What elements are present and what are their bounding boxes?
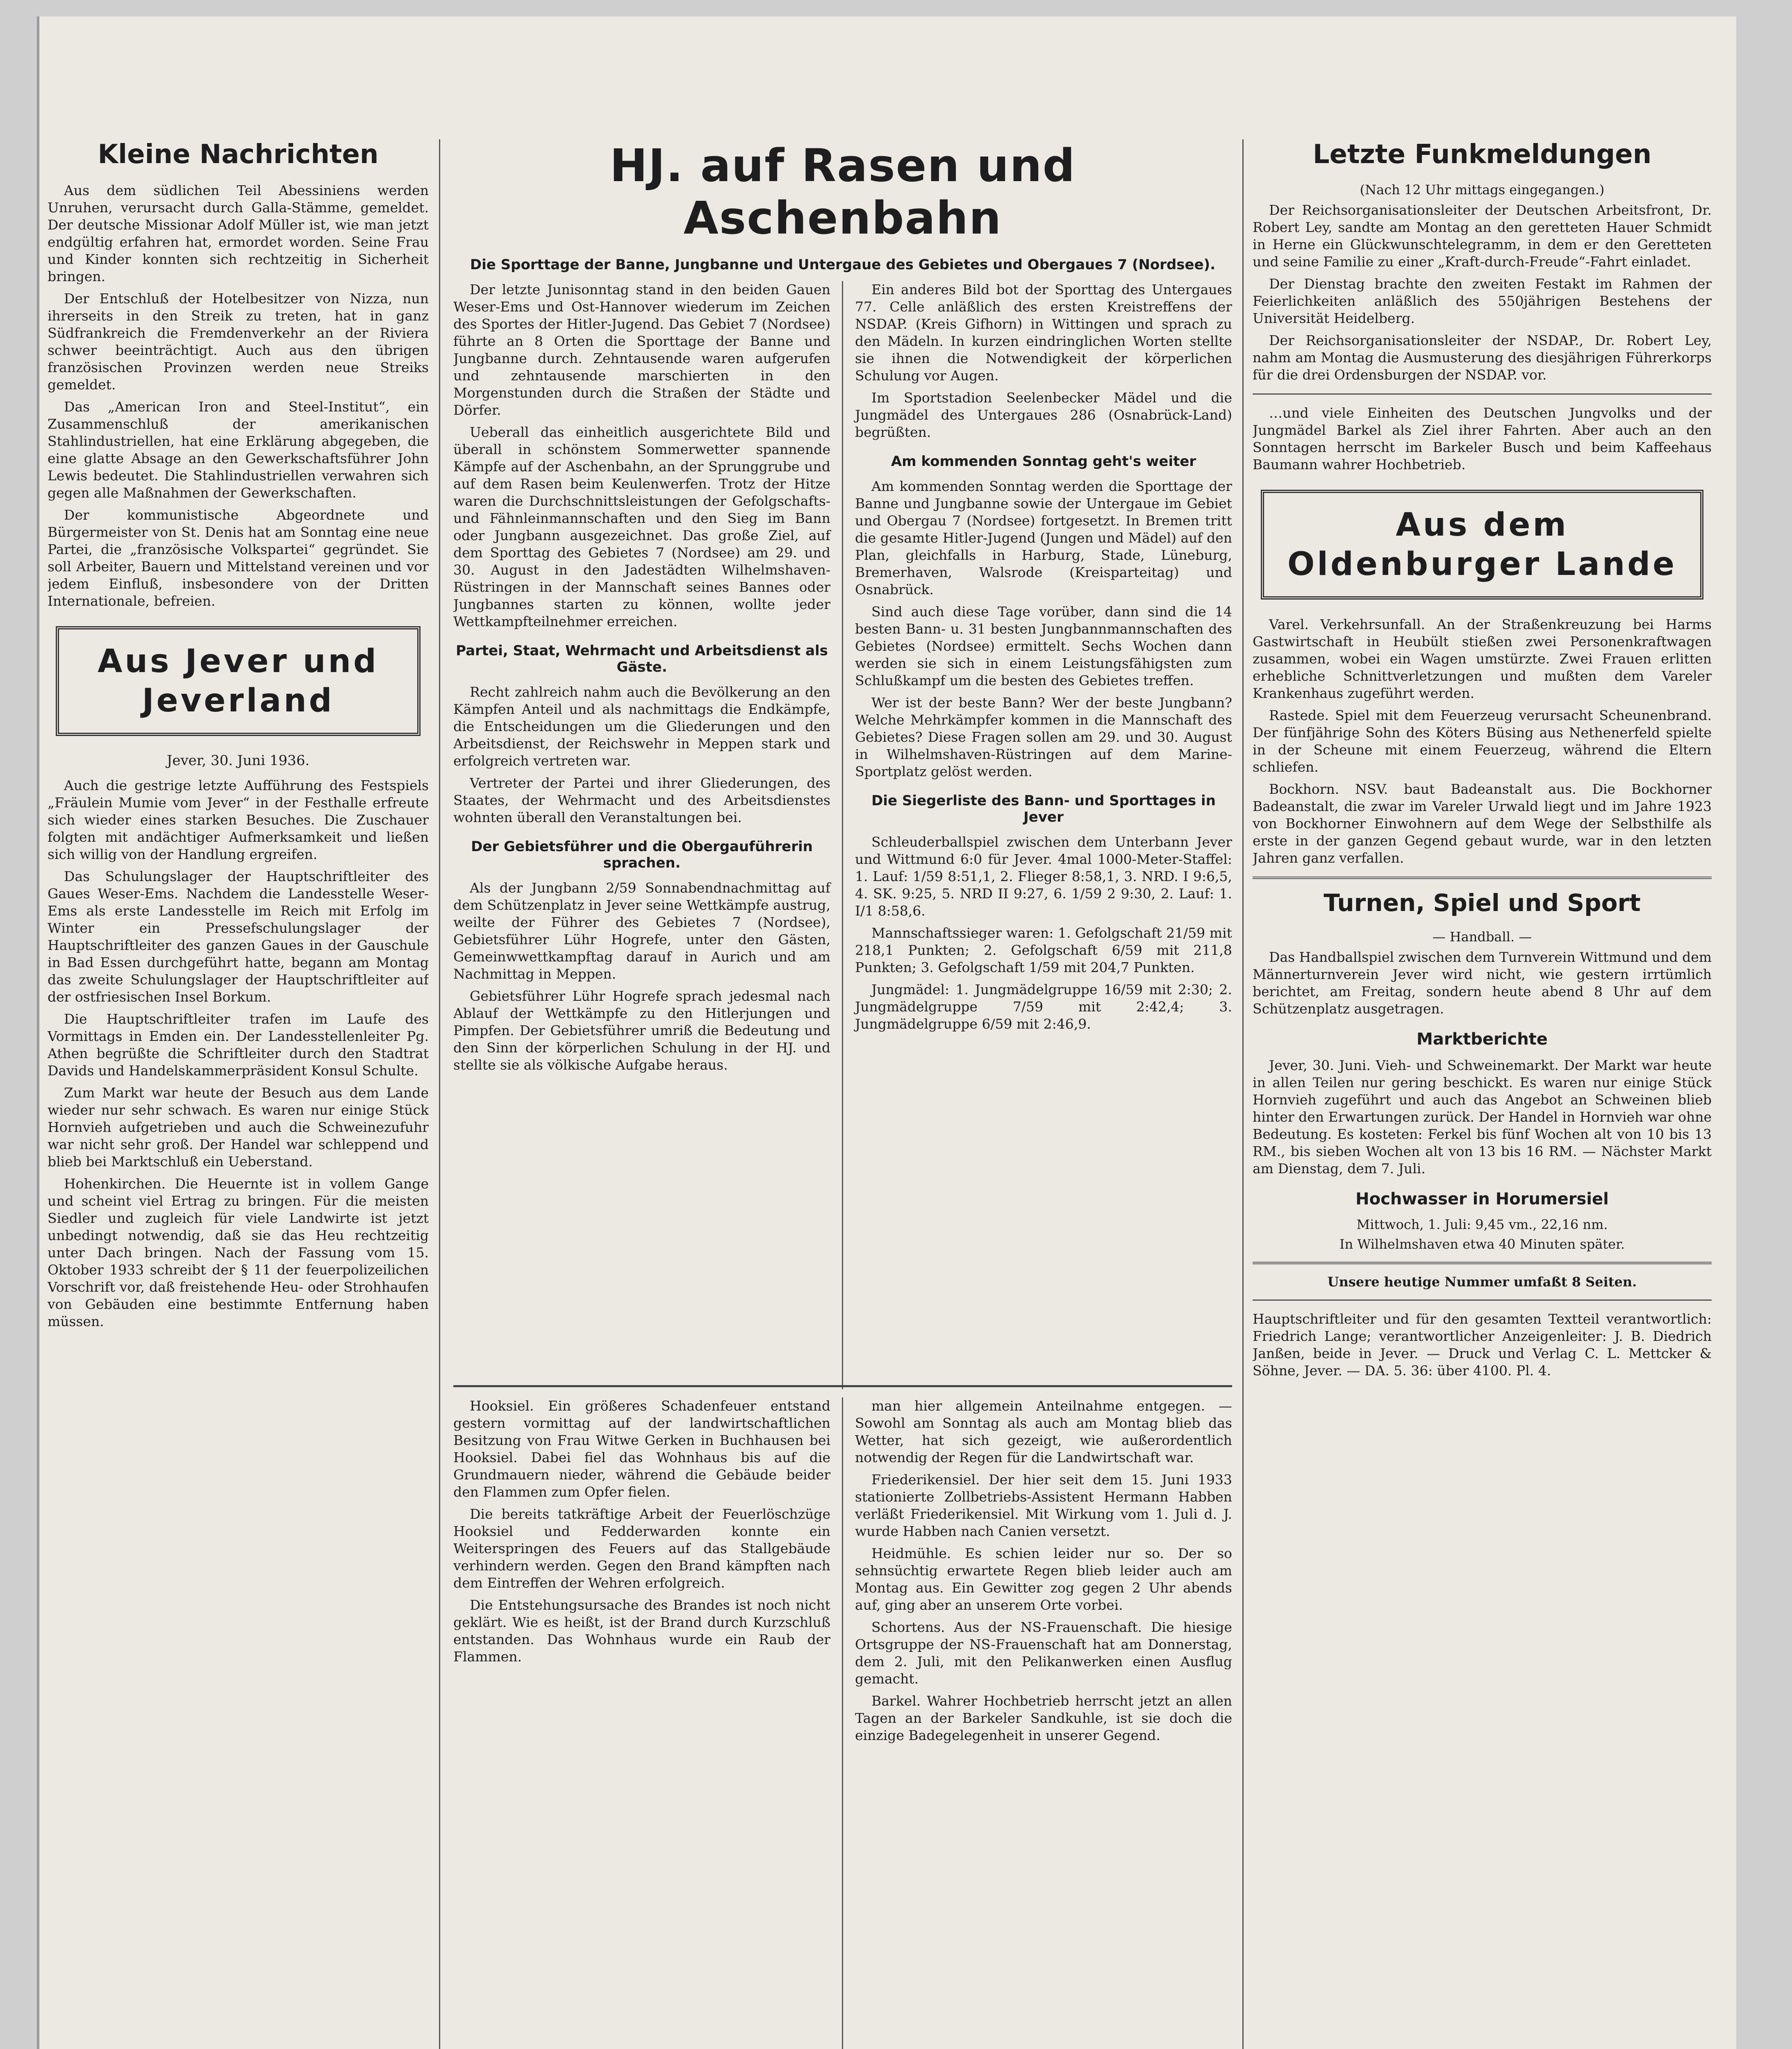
article-paragraph: Als der Jungbann 2/59 Sonnabendnachmittag auf dem Schützenplatz in Jever seine Wettkämpfe austrug, weilte der Führer des Gebietes 7 (Nordsee), Gebietsführer Lühr Hogrefe, unter den Gästen, Gemeinwwettkampftag darauf in Aurich und am Nachmittag in Meppen. xyxy=(453,880,830,982)
article-paragraph: Hooksiel. Ein größeres Schadenfeuer entstand gestern vormittag auf der landwirtschaftlichen Besitzung von Frau Witwe Gerken in Buchhausen bei Hooksiel. Dabei fiel das Wohnhaus bis auf die Grundmauern nieder, während die Gebäude beider den Flammen zum Opfer fielen. xyxy=(453,1398,830,1500)
sport-subheading: — Handball. — xyxy=(1432,929,1532,945)
column-divider xyxy=(842,1397,843,2049)
column-divider xyxy=(1242,139,1244,2049)
article-paragraph: Ueberall das einheitlich ausgerichtete Bild und überall in schönstem Sommerwetter spannende Kämpfe auf der Aschenbahn, an der Sprunggrube und auf dem Rasen beim Keulenwerfen. Trotz der Hitze waren die Durchschnittsleistungen der Gefolgschafts- und Fähnleinmannschaften und den Sieg im Bann oder Jungbann ausgezeichnet. Das große Ziel, auf dem Sporttag des Gebietes 7 (Nordsee) am 29. und 30. August in den Jadestädten Wilhelmshaven-Rüstringen in der Mannschaft seines Bannes oder Jungbannes starten zu können, wollte jeder Wettkampfteilnehmer erreichen. xyxy=(453,424,830,629)
article-paragraph: Rastede. Spiel mit dem Feuerzeug verursacht Scheunenbrand. Der fünfjährige Sohn des Köters Büsing aus Nethenerfeld spielte in der Scheune mit einem Feuerzeug, während die Eltern schliefen. xyxy=(1253,707,1712,775)
subheading: Partei, Staat, Wehrmacht und Arbeitsdienst als Gäste. xyxy=(456,643,828,675)
article-paragraph: Der Reichsorganisationsleiter der Deutschen Arbeitsfront, Dr. Robert Ley, sandte am Montag an den geretteten Hauer Schmidt in Herne ein Glückwunschtelegramm, in dem er den Geretteten und seine Familie zu einer „Kraft-durch-Freude“-Fahrt einladet. xyxy=(1253,202,1712,270)
divider xyxy=(1253,877,1712,879)
article-paragraph: Aus dem südlichen Teil Abessiniens werden Unruhen, verursacht durch Galla-Stämme, gemeldet. Der deutsche Missionar Adolf Müller ist, wie man jetzt endgültig erfahren hat, ermordet worden. Seine Frau und Kinder konnten sich rechtzeitig in Sicherheit bringen. xyxy=(48,182,429,284)
tide-times: Mittwoch, 1. Juli: 9,45 vm., 22,16 nm. xyxy=(1356,1217,1608,1232)
article-paragraph: Jungmädel: 1. Jungmädelgruppe 16/59 mit 2:30; 2. Jungmädelgruppe 7/59 mit 2:42,4; 3. Jungmädelgruppe 6/59 mit 2:46,9. xyxy=(855,981,1232,1032)
center-columns xyxy=(453,281,1232,1389)
article-paragraph: …und viele Einheiten des Deutschen Jungvolks und der Jungmädel Barkel als Ziel ihrer Fahrten. Aber auch an den Sonntagen herrscht im Barkeler Busch und beim Kaffeehaus Baumann wahrer Hochbetrieb. xyxy=(1253,405,1712,472)
article-paragraph: Am kommenden Sonntag werden die Sporttage der Banne und Jungbanne sowie der Untergaue im Gebiet und Obergau 7 (Nordsee) fortgesetzt. In Bremen tritt die gesamte Hitler-Jugend (Jungen und Mädel) auf den Plan, gleichfalls in Harburg, Stade, Lüneburg, Bremerhaven, Walsrode (Kreisparteitag) und Osnabrück. xyxy=(855,478,1232,597)
article-paragraph: Das Handballspiel zwischen dem Turnverein Wittmund und dem Männerturnverein Jever wird nicht, wie gestern irrtümlich berichtet, am Freitag, sondern heute abend 8 Uhr auf dem Schützenplatz ausgetragen. xyxy=(1253,949,1712,1017)
article-paragraph: Varel. Verkehrsunfall. An der Straßenkreuzung bei Harms Gastwirtschaft in Heubült stießen zwei Personenkraftwagen zusammen, wobei ein Wagen umstürzte. Zwei Frauen erlitten erhebliche Schnittverletzungen und mußten dem Vareler Krankenhaus zugeführt werden. xyxy=(1253,616,1712,701)
article-paragraph: Schortens. Aus der NS-Frauenschaft. Die hiesige Ortsgruppe der NS-Frauenschaft hat am Donnerstag, dem 2. Juli, mit den Pelikanwerken einen Ausflug gemacht. xyxy=(855,1619,1232,1687)
article-paragraph: Ein anderes Bild bot der Sporttag des Untergaues 77. Celle anläßlich des ersten Kreistreffens der NSDAP. (Kreis Gifhorn) in Wittingen und sprach zu den Mädeln. In kurzen eindringlichen Worten stellte sie ihnen die Notwendigkeit der körperlichen Schulung vor Augen. xyxy=(855,282,1232,384)
article-paragraph: Friederikensiel. Der hier seit dem 15. Juni 1933 stationierte Zollbetriebs-Assistent Hermann Habben verläßt Friederikensiel. Mit Wirkung vom 1. Juli d. J. wurde Habben nach Canien versetzt. xyxy=(855,1472,1232,1539)
section-title-kleine-nachrichten: Kleine Nachrichten xyxy=(98,139,379,170)
section-title-sport: Turnen, Spiel und Sport xyxy=(1324,889,1641,917)
article-paragraph: Jever, 30. Juni. Vieh- und Schweinemarkt. Der Markt war heute in allen Teilen nur gering beschickt. Es waren nur einige Stück Hornvieh zugeführt und auch das Angebot an Schweinen blieb hinter den Erwartungen zurück. Der Handel in Hornvieh war ohne Bedeutung. Es kosteten: Ferkel bis fünf Wochen alt von 10 bis 13 RM., bis sieben Wochen alt von 13 bis 16 RM. — Nächster Markt am Dienstag, dem 7. Juli. xyxy=(1253,1057,1712,1177)
article-paragraph: Wer ist der beste Bann? Wer der beste Jungbann? Welche Mehrkämpfer kommen in die Mannschaft des Gebietes? Diese Fragen sollen am 29. und 30. August in Wilhelmshaven-Rüstringen auf dem Marine-Sportplatz gelöst werden. xyxy=(855,695,1232,779)
dateline: Jever, 30. Juni 1936. xyxy=(166,752,310,769)
local-news-column-a xyxy=(453,1397,830,1670)
article-paragraph: Das „American Iron and Steel-Institut“, ein Zusammenschluß der amerikanischen Stahlindustriellen, hat eine Erklärung abgegeben, die eine glatte Absage an den Gewerkschaftsführer John Lewis bedeutet. Die Stahlindustriellen verwahren sich gegen alle Maßnahmen der Gewerkschaften. xyxy=(48,399,429,501)
page-count-note: Unsere heutige Nummer umfaßt 8 Seiten. xyxy=(1327,1274,1637,1290)
local-news-band xyxy=(453,1397,1232,2049)
article-paragraph: Gebietsführer Lühr Hogrefe sprach jedesmal nach Ablauf der Wettkämpfe zu den Hitlerjungen und Pimpfen. Der Gebietsführer umriß die Bedeutung und den Sinn der körperlichen Schulung in der HJ. und stellte sie als völkische Aufgabe heraus. xyxy=(453,988,830,1073)
divider xyxy=(1253,1299,1712,1301)
article-paragraph: Das Schulungslager der Hauptschriftleiter des Gaues Weser-Ems. Nachdem die Landesstelle Weser-Ems als erste Landesstelle im Reich mit Erfolg im Winter ein Pressefschulungslager der Hauptschriftleiter des ganzen Gaues in der Gauschule in Bad Essen durchgeführt hatte, begann am Montag das zweite Schulungslager der Hauptschriftleiter auf der ostfriesischen Insel Borkum. xyxy=(48,868,429,1005)
article-paragraph: Recht zahlreich nahm auch die Bevölkerung an den Kämpfen Anteil und als nachmittags die Endkämpfe, die Entscheidungen um die Gliederungen und den Arbeitsdienst, der Reichswehr in Meppen stark und erfolgreich vertreten war. xyxy=(453,684,830,769)
column-divider xyxy=(439,139,440,2049)
market-heading: Marktberichte xyxy=(1417,1030,1548,1049)
column-left xyxy=(48,139,429,2049)
article-paragraph: Auch die gestrige letzte Aufführung des Festspiels „Fräulein Mumie vom Jever“ in der Festhalle erfreute sich wieder eines starken Besuches. Die Zuschauer folgten mit andächtiger Aufmerksamkeit und ließen sich willig von der Handlung ergreifen. xyxy=(48,777,429,862)
divider xyxy=(1253,393,1712,395)
center-column-b xyxy=(855,281,1232,1038)
column-right xyxy=(1253,139,1712,2049)
center-column-a xyxy=(453,281,830,1079)
article-paragraph: Bockhorn. NSV. baut Badeanstalt aus. Die Bockhorner Badeanstalt, die zwar im Vareler Urwald liegt und im Jahre 1923 von Bockhorner Einwohnern auf dem Wege der Selbsthilfe als erste in der ganzen Gegend gebaut wurde, war in den letzten Jahren ganz verfallen. xyxy=(1253,781,1712,866)
column-divider xyxy=(842,281,843,1389)
article-paragraph: Barkel. Wahrer Hochbetrieb herrscht jetzt an allen Tagen an der Barkeler Sandkuhle, ist sie doch die einzige Badegelegenheit in unserer Gegend. xyxy=(855,1693,1232,1743)
subheading: Die Siegerliste des Bann- und Sporttages in Jever xyxy=(871,793,1216,825)
article-paragraph: man hier allgemein Anteilnahme entgegen. — Sowohl am Sonntag als auch am Montag blieb das Wetter, hat sich gezeigt, wie außerordentlich notwendig der Regen für die Landwirtschaft war. xyxy=(855,1398,1232,1465)
column-center xyxy=(453,139,1232,1389)
main-subtitle: Die Sporttage der Banne, Jungbanne und Untergaue des Gebietes und Obergaues 7 (Nordsee). xyxy=(470,257,1216,273)
article-paragraph: Der Dienstag brachte den zweiten Festakt im Rahmen der Feierlichkeiten anläßlich des 550jährigen Bestehens der Universität Heidelberg. xyxy=(1253,276,1712,326)
article-paragraph: Die Entstehungsursache des Brandes ist noch nicht geklärt. Wie es heißt, ist der Brand durch Kurzschluß entstanden. Das Wohnhaus wurde ein Raub der Flammen. xyxy=(453,1597,830,1665)
article-paragraph: Vertreter der Partei und ihrer Gliederungen, des Staates, der Wehrmacht und des Arbeitsdienstes wohnten überall den Veranstaltungen bei. xyxy=(453,775,830,825)
article-paragraph: Die bereits tatkräftige Arbeit der Feuerlöschzüge Hooksiel und Fedderwarden konnte ein Weiterspringen des Feuers auf das Stallgebäude verhindern werden. Gegen den Brand kämpften nach dem Eintreffen der Wehren erfolgreich. xyxy=(453,1506,830,1591)
article-paragraph: Der Entschluß der Hotelbesitzer von Nizza, nun ihrerseits in den Streik zu treten, hat in ganz Südfrankreich die Fremdenverkehr an der Riviera schwer beeinträchtigt. Auch aus den übrigen französischen Provinzen werden neue Streiks gemeldet. xyxy=(48,291,429,393)
article-paragraph: Der Reichsorganisationsleiter der NSDAP., Dr. Robert Ley, nahm am Montag die Ausmusterung des diesjährigen Führerkorps für die drei Ordensburgen der NSDAP. vor. xyxy=(1253,332,1712,383)
tide-heading: Hochwasser in Horumersiel xyxy=(1355,1190,1609,1209)
newspaper-page xyxy=(37,16,1736,2049)
article-paragraph: Schleuderballspiel zwischen dem Unterbann Jever und Wittmund 6:0 für Jever. 4mal 1000-Meter-Staffel: 1. Lauf: 1/59 8:51,1, 2. Flieger 8:58,1, 3. NRD. I 9:6,5, 4. SK. 9:25, 5. NRD II 9:27, 6. 1/59 2 9:30, 2. Lauf: 1. I/1 8:58,6. xyxy=(855,834,1232,919)
article-paragraph: Im Sportstadion Seelenbecker Mädel und die Jungmädel des Untergaues 286 (Osnabrück-Land) begrüßten. xyxy=(855,390,1232,440)
received-time-note: (Nach 12 Uhr mittags eingegangen.) xyxy=(1360,182,1605,198)
imprint: Hauptschriftleiter und für den gesamten Textteil verantwortlich: Friedrich Lange; verantwortlicher Anzeigenleiter: J. B. Diedrich Janßen, beide in Jever. — Druck und Verlag C. L. Mettcker & Söhne, Jever. — DA. 5. 36: über 4100. Pl. 4. xyxy=(1253,1311,1712,1379)
horizontal-divider xyxy=(453,1385,1232,1387)
article-paragraph: Zum Markt war heute der Besuch aus dem Lande wieder nur sehr schwach. Es waren nur einige Stück Hornvieh aufgetrieben und auch die Schweinezufuhr war nicht sehr groß. Der Handel war schleppend und blieb bei Marktschluß ein Ueberstand. xyxy=(48,1085,429,1170)
section-box-jever: Aus Jever und Jeverland xyxy=(56,626,421,736)
article-paragraph: Sind auch diese Tage vorüber, dann sind die 14 besten Bann- u. 31 besten Jungbannmannschaften des Gebietes (Nordsee) ermittelt. Sechs Wochen dann werden sie sich in einem Leistungsfähigsten zum Schlußkampf um die besten des Gebietes treffen. xyxy=(855,604,1232,688)
divider xyxy=(1253,1262,1712,1264)
section-box-oldenburg: Aus dem Oldenburger Lande xyxy=(1261,490,1703,600)
article-paragraph: Mannschaftssieger waren: 1. Gefolgschaft 21/59 mit 218,1 Punkten; 2. Gefolgschaft 6/59 mit 211,8 Punkten; 3. Gefolgschaft 1/59 mit 204,7 Punkten. xyxy=(855,925,1232,975)
main-headline: HJ. auf Rasen und Aschenbahn xyxy=(609,139,1076,244)
article-paragraph: Hohenkirchen. Die Heuernte ist in vollem Gange und scheint viel Ertrag zu bringen. Für die meisten Siedler und zugleich für viele Landwirte ist jetzt unbedingt notwendig, daß sie das Heu rechtzeitig unter Dach bringen. Nach der Fassung vom 15. Oktober 1933 schreibt der § 11 der feuerpolizeilichen Vorschrift vor, daß freistehende Heu- oder Strohhaufen von Gebäuden eine bestimmte Entfernung haben müssen. xyxy=(48,1176,429,1329)
article-paragraph: Der letzte Junisonntag stand in den beiden Gauen Weser-Ems und Ost-Hannover wiederum im Zeichen des Sportes der Hitler-Jugend. Das Gebiet 7 (Nordsee) führte an 8 Orten die Sporttage der Banne und Jungbanne durch. Zehntausende waren aufgerufen und zehntausende marschierten in den Morgenstunden durch die Straßen der Städte und Dörfer. xyxy=(453,282,830,418)
local-news-column-b xyxy=(855,1397,1232,1749)
tide-note: In Wilhelmshaven etwa 40 Minuten später. xyxy=(1339,1236,1625,1252)
article-paragraph: Der kommunistische Abgeordnete und Bürgermeister von St. Denis hat am Sonntag eine neue Partei, die „französische Volkspartei“ gegründet. Sie soll Arbeiter, Bauern und Mittelstand vereinen und vor jedem Einfluß, insbesondere von der Dritten Internationale, befreien. xyxy=(48,507,429,609)
subheading: Am kommenden Sonntag geht's weiter xyxy=(891,453,1196,470)
article-paragraph: Heidmühle. Es schien leider nur so. Der so sehnsüchtig erwartete Regen blieb leider auch am Montag aus. Ein Gewitter zog gegen 2 Uhr abends auf, ging aber an unserem Orte vorbei. xyxy=(855,1545,1232,1613)
section-title-funkmeldungen: Letzte Funkmeldungen xyxy=(1312,139,1652,170)
subheading: Der Gebietsführer und die Obergauführerin sprachen. xyxy=(471,838,813,871)
article-paragraph: Die Hauptschriftleiter trafen im Laufe des Vormittags in Emden ein. Der Landesstellenleiter Pg. Athen begrüßte die Schriftleiter durch den Stadtrat Davids und Handelskammerpräsident Konsul Schulte. xyxy=(48,1011,429,1079)
